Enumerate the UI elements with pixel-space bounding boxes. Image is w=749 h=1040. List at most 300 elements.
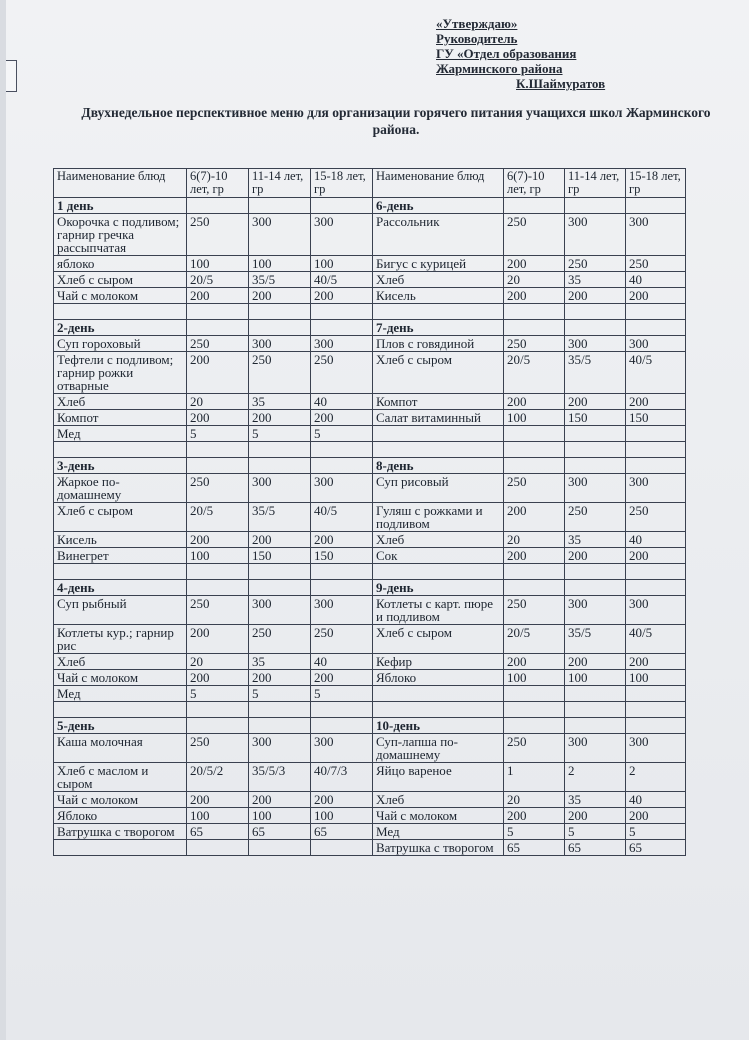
portion-cell: 200 (187, 670, 249, 686)
portion-cell: 40 (626, 272, 686, 288)
portion-cell: 300 (565, 596, 626, 625)
portion-cell: 20 (504, 792, 565, 808)
portion-cell (565, 718, 626, 734)
portion-cell: 40 (626, 792, 686, 808)
portion-cell: 300 (626, 214, 686, 256)
portion-cell: 5 (249, 686, 311, 702)
dish-cell (54, 304, 187, 320)
dish-cell (54, 442, 187, 458)
portion-cell: 150 (626, 410, 686, 426)
margin-box (6, 60, 17, 92)
portion-cell (311, 198, 373, 214)
dish-cell (373, 564, 504, 580)
dish-cell: Плов с говядиной (373, 336, 504, 352)
portion-cell: 200 (311, 792, 373, 808)
portion-cell (565, 458, 626, 474)
dish-cell (54, 702, 187, 718)
portion-cell: 20/5 (187, 272, 249, 288)
portion-cell (187, 718, 249, 734)
table-row (54, 808, 686, 824)
table-row (54, 320, 686, 336)
portion-cell: 35/5 (249, 503, 311, 532)
portion-cell (626, 198, 686, 214)
portion-cell (187, 580, 249, 596)
portion-cell (311, 580, 373, 596)
menu-table-body (54, 198, 686, 856)
portion-cell: 200 (626, 288, 686, 304)
menu-table (53, 168, 686, 856)
portion-cell: 250 (504, 596, 565, 625)
table-row (54, 336, 686, 352)
portion-cell (504, 718, 565, 734)
dish-cell: Хлеб (373, 792, 504, 808)
portion-cell: 300 (249, 474, 311, 503)
dish-cell: Чай с молоком (54, 288, 187, 304)
portion-cell: 65 (187, 824, 249, 840)
dish-cell: Яблоко (373, 670, 504, 686)
portion-cell (626, 458, 686, 474)
portion-cell: 100 (565, 670, 626, 686)
table-row (54, 580, 686, 596)
portion-cell (311, 840, 373, 856)
portion-cell: 5 (504, 824, 565, 840)
portion-cell (626, 564, 686, 580)
portion-cell: 200 (626, 394, 686, 410)
portion-cell: 65 (504, 840, 565, 856)
dish-cell: Хлеб (54, 654, 187, 670)
portion-cell: 250 (504, 474, 565, 503)
dish-cell: Хлеб (373, 532, 504, 548)
table-row (54, 503, 686, 532)
dish-cell: Хлеб с маслом и сыром (54, 763, 187, 792)
portion-cell (249, 580, 311, 596)
portion-cell (504, 198, 565, 214)
portion-cell: 20/5 (187, 503, 249, 532)
dish-cell: Мед (54, 686, 187, 702)
portion-cell: 150 (311, 548, 373, 564)
dish-cell: Чай с молоком (54, 670, 187, 686)
portion-cell: 300 (311, 474, 373, 503)
dish-cell: 3-день (54, 458, 187, 474)
portion-cell: 40 (311, 394, 373, 410)
dish-cell: Винегрет (54, 548, 187, 564)
dish-cell: Яблоко (54, 808, 187, 824)
portion-cell: 5 (626, 824, 686, 840)
portion-cell: 100 (504, 670, 565, 686)
portion-cell: 200 (187, 625, 249, 654)
portion-cell: 200 (249, 288, 311, 304)
dish-cell: Суп рисовый (373, 474, 504, 503)
portion-cell (565, 426, 626, 442)
portion-cell: 200 (249, 792, 311, 808)
table-row (54, 734, 686, 763)
portion-cell: 300 (626, 336, 686, 352)
portion-cell: 2 (626, 763, 686, 792)
portion-cell (249, 564, 311, 580)
dish-cell: Сок (373, 548, 504, 564)
dish-cell (373, 686, 504, 702)
portion-cell (311, 458, 373, 474)
dish-cell: Хлеб (373, 272, 504, 288)
portion-cell: 250 (565, 256, 626, 272)
portion-cell: 100 (504, 410, 565, 426)
dish-cell: Компот (373, 394, 504, 410)
portion-cell (249, 320, 311, 336)
portion-cell (311, 718, 373, 734)
dish-cell: Жаркое по-домашнему (54, 474, 187, 503)
col-header-age-7-10-right: 6(7)-10 лет, гр (504, 169, 565, 198)
portion-cell: 250 (187, 474, 249, 503)
portion-cell: 40 (626, 532, 686, 548)
portion-cell: 200 (565, 548, 626, 564)
portion-cell: 200 (311, 532, 373, 548)
portion-cell: 200 (565, 394, 626, 410)
portion-cell: 300 (249, 336, 311, 352)
dish-cell (54, 564, 187, 580)
portion-cell: 200 (565, 808, 626, 824)
table-row (54, 564, 686, 580)
portion-cell: 100 (187, 548, 249, 564)
portion-cell: 200 (187, 352, 249, 394)
portion-cell (504, 686, 565, 702)
portion-cell (187, 198, 249, 214)
portion-cell (626, 442, 686, 458)
dish-cell: Тефтели с подливом; гарнир рожки отварные (54, 352, 187, 394)
portion-cell (249, 718, 311, 734)
portion-cell: 250 (187, 734, 249, 763)
portion-cell (565, 702, 626, 718)
table-row (54, 840, 686, 856)
portion-cell: 300 (249, 214, 311, 256)
dish-cell: 7-день (373, 320, 504, 336)
dish-cell: Рассольник (373, 214, 504, 256)
table-row (54, 272, 686, 288)
portion-cell: 35/5 (565, 625, 626, 654)
table-row (54, 718, 686, 734)
table-row (54, 458, 686, 474)
table-row (54, 256, 686, 272)
portion-cell: 300 (626, 734, 686, 763)
dish-cell: 1 день (54, 198, 187, 214)
dish-cell: 5-день (54, 718, 187, 734)
document-title: Двухнедельное перспективное меню для организации горячего питания учащихся школ Жарминского района. (81, 105, 711, 137)
portion-cell: 250 (311, 352, 373, 394)
table-row (54, 625, 686, 654)
dish-cell: Котлеты с карт. пюре и подливом (373, 596, 504, 625)
portion-cell: 300 (249, 734, 311, 763)
dish-cell: Салат витаминный (373, 410, 504, 426)
portion-cell: 40/5 (626, 625, 686, 654)
table-row (54, 670, 686, 686)
portion-cell: 5 (565, 824, 626, 840)
table-row (54, 288, 686, 304)
portion-cell: 35 (249, 654, 311, 670)
portion-cell: 20/5 (504, 625, 565, 654)
dish-cell (54, 840, 187, 856)
portion-cell: 150 (565, 410, 626, 426)
dish-cell: Яйцо вареное (373, 763, 504, 792)
portion-cell: 300 (311, 596, 373, 625)
portion-cell (565, 686, 626, 702)
portion-cell: 200 (504, 808, 565, 824)
portion-cell: 200 (565, 288, 626, 304)
portion-cell (187, 320, 249, 336)
approval-line-1: «Утверждаю» (436, 16, 518, 31)
table-row (54, 198, 686, 214)
approval-signatory: К.Шаймуратов (516, 76, 606, 91)
table-row (54, 702, 686, 718)
portion-cell: 65 (249, 824, 311, 840)
table-row (54, 214, 686, 256)
portion-cell (504, 702, 565, 718)
col-header-age-11-14-left: 11-14 лет, гр (249, 169, 311, 198)
portion-cell: 300 (311, 336, 373, 352)
portion-cell: 200 (565, 654, 626, 670)
portion-cell: 300 (565, 336, 626, 352)
col-header-age-15-18-right: 15-18 лет, гр (626, 169, 686, 198)
portion-cell: 35/5/3 (249, 763, 311, 792)
portion-cell: 200 (187, 792, 249, 808)
portion-cell: 100 (311, 808, 373, 824)
dish-cell (373, 442, 504, 458)
dish-cell: Бигус с курицей (373, 256, 504, 272)
dish-cell: Хлеб с сыром (54, 503, 187, 532)
dish-cell: Хлеб с сыром (54, 272, 187, 288)
portion-cell: 250 (504, 336, 565, 352)
portion-cell: 65 (565, 840, 626, 856)
portion-cell: 100 (249, 256, 311, 272)
portion-cell (504, 580, 565, 596)
portion-cell (504, 426, 565, 442)
portion-cell (626, 686, 686, 702)
portion-cell: 200 (504, 256, 565, 272)
portion-cell (187, 702, 249, 718)
dish-cell: Мед (373, 824, 504, 840)
table-row (54, 548, 686, 564)
portion-cell: 40/5 (626, 352, 686, 394)
dish-cell: Суп-лапша по-домашнему (373, 734, 504, 763)
portion-cell: 200 (504, 654, 565, 670)
approval-stamp (436, 16, 605, 91)
portion-cell: 250 (187, 214, 249, 256)
dish-cell: 9-день (373, 580, 504, 596)
portion-cell: 200 (187, 410, 249, 426)
portion-cell: 300 (311, 734, 373, 763)
table-row (54, 474, 686, 503)
portion-cell: 35 (565, 792, 626, 808)
portion-cell (187, 304, 249, 320)
portion-cell (249, 198, 311, 214)
portion-cell: 200 (504, 394, 565, 410)
portion-cell: 100 (626, 670, 686, 686)
portion-cell: 200 (311, 288, 373, 304)
portion-cell: 200 (249, 670, 311, 686)
portion-cell: 200 (311, 670, 373, 686)
dish-cell (373, 702, 504, 718)
portion-cell (504, 458, 565, 474)
dish-cell: яблоко (54, 256, 187, 272)
portion-cell: 100 (249, 808, 311, 824)
portion-cell (626, 702, 686, 718)
portion-cell: 20/5 (504, 352, 565, 394)
portion-cell (249, 458, 311, 474)
dish-cell: Котлеты кур.; гарнир рис (54, 625, 187, 654)
portion-cell (626, 580, 686, 596)
portion-cell (187, 564, 249, 580)
portion-cell (187, 442, 249, 458)
portion-cell: 20 (504, 532, 565, 548)
portion-cell: 35 (565, 532, 626, 548)
dish-cell: Компот (54, 410, 187, 426)
dish-cell: Суп гороховый (54, 336, 187, 352)
portion-cell: 200 (249, 410, 311, 426)
portion-cell (249, 442, 311, 458)
portion-cell: 200 (187, 288, 249, 304)
portion-cell: 1 (504, 763, 565, 792)
portion-cell: 5 (187, 426, 249, 442)
table-row (54, 532, 686, 548)
portion-cell (311, 442, 373, 458)
portion-cell: 250 (249, 625, 311, 654)
portion-cell: 40/7/3 (311, 763, 373, 792)
table-row (54, 442, 686, 458)
portion-cell (187, 840, 249, 856)
dish-cell: Хлеб (54, 394, 187, 410)
portion-cell: 250 (187, 336, 249, 352)
col-header-dish-left: Наименование блюд (54, 169, 187, 198)
portion-cell: 250 (249, 352, 311, 394)
portion-cell (626, 718, 686, 734)
dish-cell: Ватрушка с творогом (373, 840, 504, 856)
portion-cell (311, 702, 373, 718)
portion-cell: 5 (249, 426, 311, 442)
portion-cell: 35/5 (565, 352, 626, 394)
portion-cell: 250 (504, 734, 565, 763)
portion-cell: 250 (565, 503, 626, 532)
dish-cell: Мед (54, 426, 187, 442)
dish-cell: 4-день (54, 580, 187, 596)
portion-cell (249, 840, 311, 856)
table-row (54, 426, 686, 442)
table-row (54, 763, 686, 792)
portion-cell: 5 (187, 686, 249, 702)
dish-cell: Окорочка с подливом; гарнир гречка рассыпчатая (54, 214, 187, 256)
portion-cell (565, 580, 626, 596)
dish-cell: Чай с молоком (54, 792, 187, 808)
portion-cell (626, 304, 686, 320)
table-row (54, 304, 686, 320)
portion-cell: 200 (187, 532, 249, 548)
portion-cell: 200 (504, 288, 565, 304)
portion-cell: 100 (311, 256, 373, 272)
dish-cell (373, 304, 504, 320)
approval-line-2: Руководитель (436, 31, 518, 46)
col-header-age-7-10-left: 6(7)-10 лет, гр (187, 169, 249, 198)
table-row (54, 654, 686, 670)
table-row (54, 596, 686, 625)
dish-cell (373, 426, 504, 442)
portion-cell: 20 (187, 394, 249, 410)
dish-cell: Хлеб с сыром (373, 625, 504, 654)
portion-cell: 65 (311, 824, 373, 840)
portion-cell: 40/5 (311, 503, 373, 532)
portion-cell: 300 (626, 596, 686, 625)
portion-cell: 300 (565, 474, 626, 503)
table-row (54, 352, 686, 394)
dish-cell: Кисель (373, 288, 504, 304)
col-header-dish-right: Наименование блюд (373, 169, 504, 198)
dish-cell: 10-день (373, 718, 504, 734)
portion-cell: 5 (311, 686, 373, 702)
portion-cell: 300 (565, 734, 626, 763)
portion-cell: 200 (504, 503, 565, 532)
portion-cell: 200 (626, 548, 686, 564)
table-row (54, 410, 686, 426)
dish-cell: Суп рыбный (54, 596, 187, 625)
approval-line-3: ГУ «Отдел образования (436, 46, 577, 61)
portion-cell (565, 564, 626, 580)
portion-cell: 40 (311, 654, 373, 670)
portion-cell: 100 (187, 808, 249, 824)
portion-cell: 300 (565, 214, 626, 256)
portion-cell: 250 (626, 256, 686, 272)
table-row (54, 792, 686, 808)
portion-cell: 250 (504, 214, 565, 256)
portion-cell: 250 (187, 596, 249, 625)
col-header-age-15-18-left: 15-18 лет, гр (311, 169, 373, 198)
portion-cell: 200 (626, 654, 686, 670)
portion-cell (504, 564, 565, 580)
portion-cell: 20 (187, 654, 249, 670)
portion-cell: 150 (249, 548, 311, 564)
portion-cell (504, 304, 565, 320)
portion-cell (311, 304, 373, 320)
dish-cell: 6-день (373, 198, 504, 214)
portion-cell (565, 198, 626, 214)
dish-cell: Кисель (54, 532, 187, 548)
portion-cell: 40/5 (311, 272, 373, 288)
table-row (54, 824, 686, 840)
table-header-row (54, 169, 686, 198)
portion-cell (249, 304, 311, 320)
portion-cell: 2 (565, 763, 626, 792)
portion-cell: 5 (311, 426, 373, 442)
portion-cell (565, 442, 626, 458)
portion-cell: 300 (626, 474, 686, 503)
col-header-age-11-14-right: 11-14 лет, гр (565, 169, 626, 198)
portion-cell: 250 (311, 625, 373, 654)
portion-cell: 20 (504, 272, 565, 288)
portion-cell: 250 (626, 503, 686, 532)
dish-cell: 2-день (54, 320, 187, 336)
table-row (54, 394, 686, 410)
portion-cell (565, 320, 626, 336)
approval-line-4: Жарминского района (436, 61, 563, 76)
portion-cell (504, 320, 565, 336)
portion-cell: 100 (187, 256, 249, 272)
portion-cell: 300 (311, 214, 373, 256)
portion-cell (187, 458, 249, 474)
portion-cell: 200 (626, 808, 686, 824)
portion-cell (249, 702, 311, 718)
portion-cell (626, 426, 686, 442)
portion-cell: 200 (249, 532, 311, 548)
dish-cell: 8-день (373, 458, 504, 474)
dish-cell: Каша молочная (54, 734, 187, 763)
portion-cell (311, 320, 373, 336)
portion-cell (504, 442, 565, 458)
portion-cell: 20/5/2 (187, 763, 249, 792)
